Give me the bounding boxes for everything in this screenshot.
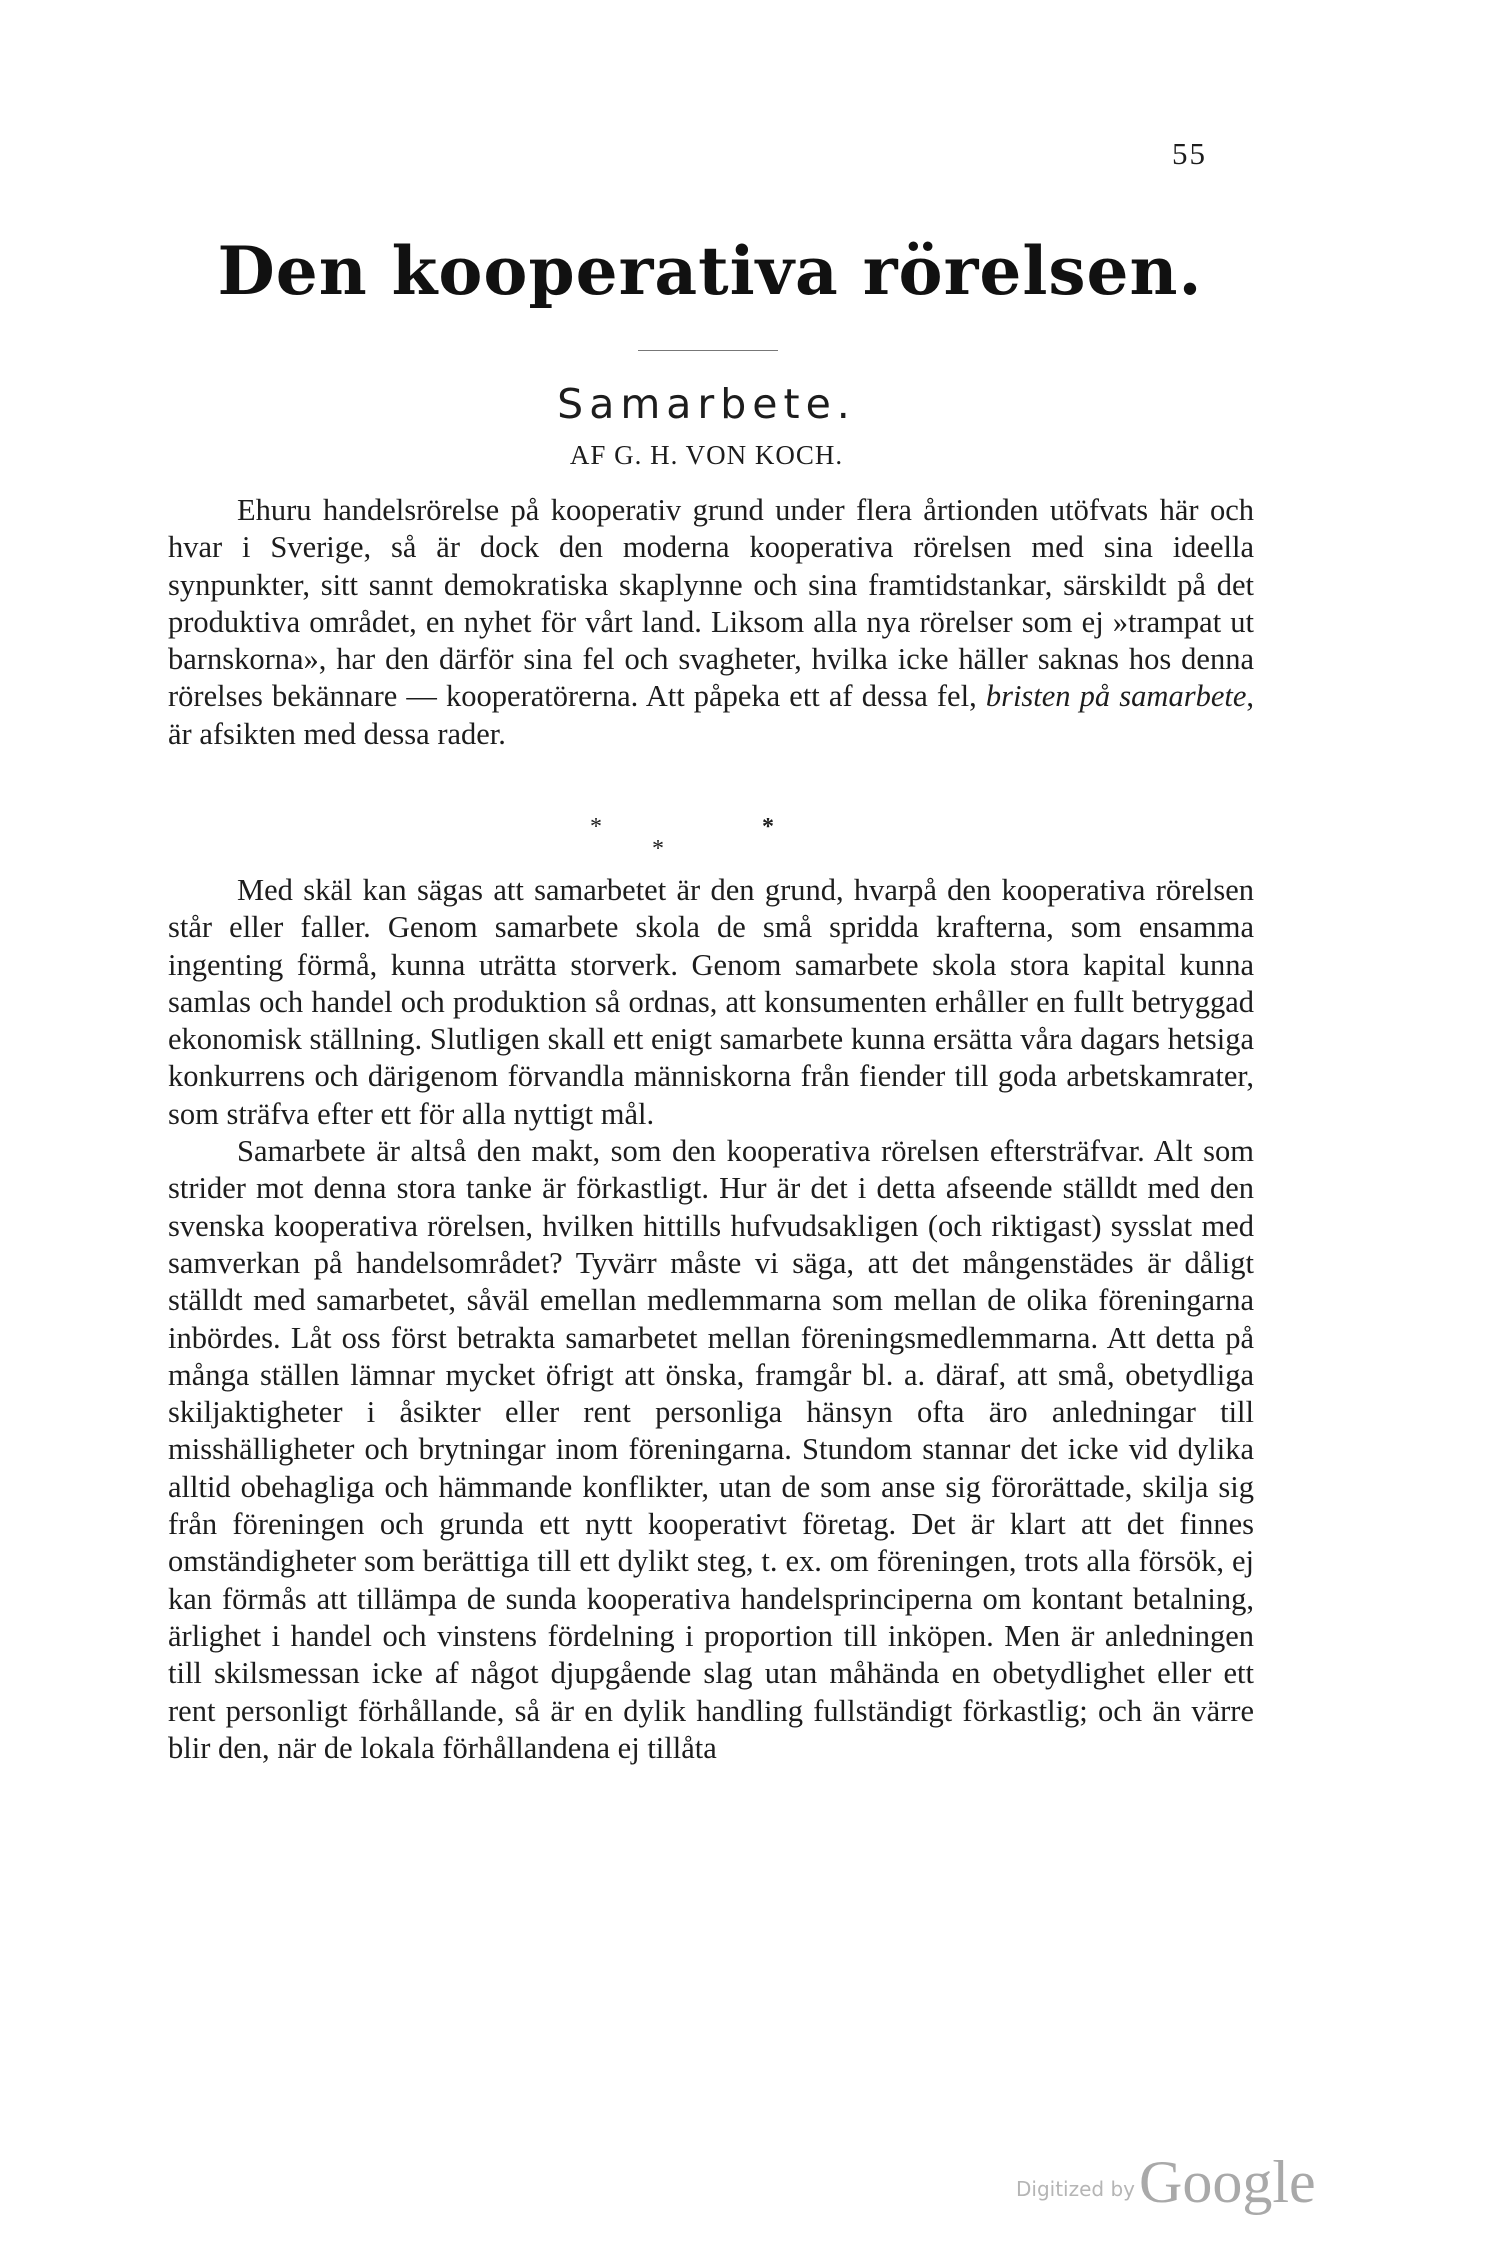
article-subtitle: Samarbete.: [557, 380, 856, 428]
title-rule: [638, 350, 778, 351]
intro-section: [168, 492, 1254, 753]
google-logo: Google: [1139, 2149, 1316, 2215]
digitization-watermark: [1016, 2148, 1316, 2217]
page-title: Den kooperativa rörelsen.: [217, 232, 1203, 310]
intro-text-start: Ehuru handelsrörelse på kooperativ grund under flera årtionden utöfvats här och hvar i Sverige, så är dock den moderna kooperativa rörelsen med sina ideella synpunkter, sitt sannt demokratiska skaplynne och sina framtidstankar, särskildt på det produktiva området, en nyhet för vårt land. Liksom alla nya rörelser som ej »trampat ut barnskorna», har den därför sina fel och svagheter, hvilka icke häller saknas hos denna rörelses bekännare — kooperatörerna. Att påpeka ett af dessa fel,: [168, 493, 1254, 714]
intro-paragraph: [168, 492, 1254, 753]
page-number: 55: [1172, 136, 1207, 171]
watermark-digitized-label: Digitized by: [1016, 2177, 1135, 2201]
main-section: [168, 872, 1254, 1767]
separator-star-left: *: [590, 814, 602, 840]
section-separator: [590, 814, 850, 864]
intro-emphasis: bristen på samarbete: [985, 679, 1247, 714]
body-paragraph-2: Samarbete är altså den makt, som den kooperativa rörelsen eftersträfvar. Alt som strider mot denna stora tanke är förkastligt. Hur är det i detta afseende ställdt med den svenska kooperativa rörelsen, hvilken hittills hufvudsakligen (och riktigast) sysslat med samverkan på handelsområdet? Tyvärr måste vi säga, att det mångenstädes är dåligt ställdt med samarbetet, såväl emellan medlemmarna som mellan de olika föreningarna inbördes. Låt oss först betrakta samarbetet mellan föreningsmedlemmarna. Att detta på många ställen lämnar mycket öfrigt att önska, framgår bl. a. däraf, att små, obetydliga skiljaktigheter i åsikter eller rent personliga hänsyn ofta äro anledningar till misshälligheter och brytningar inom föreningarna. Stundom stannar det icke vid dylika alltid obehagliga och hämmande konflikter, utan de som anse sig förorättade, skilja sig från föreningen och grunda ett nytt kooperativt företag. Det är klart att det finnes omständigheter som berättiga till ett dylikt steg, t. ex. om föreningen, trots alla försök, ej kan förmås att tillämpa de sunda kooperativa handelsprinciperna om kontant betalning, ärlighet i handel och vinstens fördelning i proportion till inköpen. Men är anledningen till skilsmessan icke af något djupgående slag utan måhända en obetydlighet eller ett rent personligt förhållande, så är en dylik handling fullständigt förkastlig; och än värre blir den, när de lokala förhållandena ej tillåta: [168, 1134, 1254, 1765]
separator-star-middle: *: [652, 836, 664, 862]
intro-text-end: , är afsikten med dessa rader.: [168, 679, 1254, 751]
body-paragraph-1: Med skäl kan sägas att samarbetet är den grund, hvarpå den kooperativa rörelsen står eller faller. Genom samarbete skola de små spridda krafterna, som ensamma ingenting förmå, kunna uträtta storverk. Genom samarbete skola stora kapital kunna samlas och handel och produktion så ordnas, att konsumenten erhåller en fullt betryggad ekonomisk ställning. Slutligen skall ett enigt samarbete kunna ersätta våra dagars hetsiga konkurrens och därigenom förvandla människorna från fiender till goda arbetskamrater, som sträfva efter ett för alla nyttigt mål.: [168, 873, 1254, 1131]
separator-star-right: *: [762, 814, 774, 840]
author-byline: AF G. H. VON KOCH.: [569, 440, 844, 470]
